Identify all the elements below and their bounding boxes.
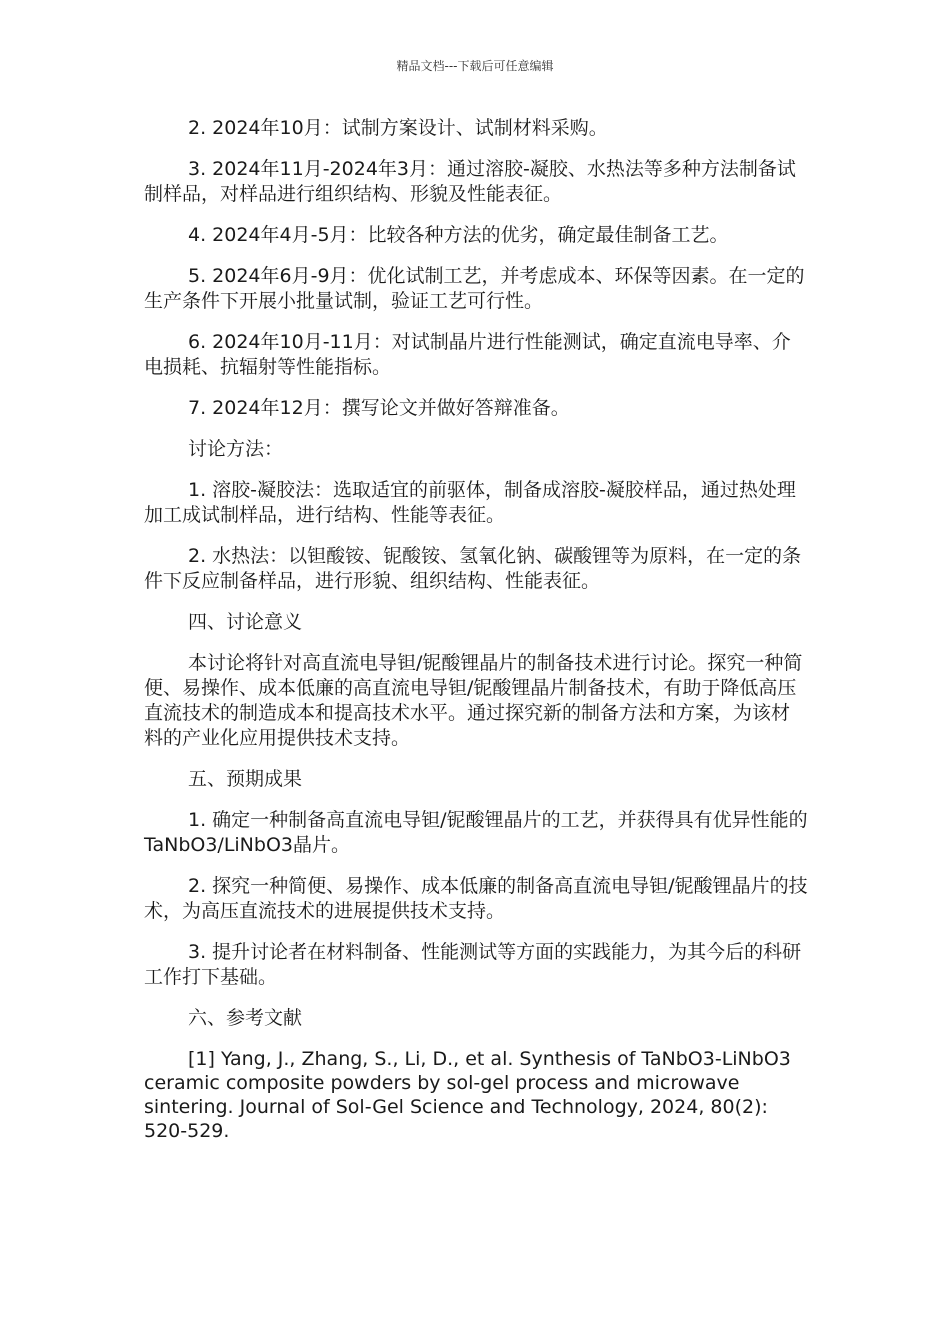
schedule-item-5: 5. 2024年6月-9月：优化试制工艺，并考虑成本、环保等因素。在一定的生产条件下开展小批量试制，验证工艺可行性。: [144, 265, 805, 312]
outcome-item-1: 1. 确定一种制备高直流电导钽/铌酸锂晶片的工艺，并获得具有优异性能的TaNbO3/LiNbO3晶片。: [144, 809, 808, 856]
page-header: 精品文档---下载后可任意编辑: [396, 59, 554, 73]
section-outcomes-heading: 五、预期成果: [188, 768, 303, 790]
schedule-item-3: 3. 2024年11月-2024年3月：通过溶胶-凝胶、水热法等多种方法制备试制样品，对样品进行组织结构、形貌及性能表征。: [144, 158, 796, 205]
section-significance-heading: 四、讨论意义: [188, 611, 303, 633]
schedule-item-4: 4. 2024年4月-5月：比较各种方法的优劣，确定最佳制备工艺。: [188, 224, 729, 246]
outcome-item-2: 2. 探究一种简便、易操作、成本低廉的制备高直流电导钽/铌酸锂晶片的技术，为高压直流技术的进展提供技术支持。: [144, 875, 808, 922]
section-references-heading: 六、参考文献: [188, 1007, 303, 1029]
method-hydrothermal: 2. 水热法：以钽酸铵、铌酸铵、氢氧化钠、碳酸锂等为原料，在一定的条件下反应制备样品，进行形貌、组织结构、性能表征。: [144, 545, 802, 592]
schedule-item-2: 2. 2024年10月：试制方案设计、试制材料采购。: [188, 117, 608, 139]
method-sol-gel: 1. 溶胶-凝胶法：选取适宜的前驱体，制备成溶胶-凝胶样品，通过热处理加工成试制样品，进行结构、性能等表征。: [144, 479, 796, 526]
document-body: [144, 116, 808, 1159]
methods-heading: 讨论方法：: [188, 438, 284, 460]
reference-1: [1] Yang, J., Zhang, S., Li, D., et al. Synthesis of TaNbO3-LiNbO3 ceramic composite powders by sol-gel process and microwave sintering. Journal of Sol-Gel Science and Technology, 2024, 80(2): 520-529.: [144, 1048, 791, 1142]
schedule-item-6: 6. 2024年10月-11月：对试制晶片进行性能测试，确定直流电导率、介电损耗、抗辐射等性能指标。: [144, 331, 791, 378]
schedule-item-7: 7. 2024年12月：撰写论文并做好答辩准备。: [188, 397, 570, 419]
significance-paragraph: 本讨论将针对高直流电导钽/铌酸锂晶片的制备技术进行讨论。探究一种简便、易操作、成本低廉的高直流电导钽/铌酸锂晶片制备技术，有助于降低高压直流技术的制造成本和提高技术水平。通过探究新的制备方法和方案，为该材料的产业化应用提供技术支持。: [144, 652, 803, 749]
outcome-item-3: 3. 提升讨论者在材料制备、性能测试等方面的实践能力，为其今后的科研工作打下基础。: [144, 941, 802, 988]
